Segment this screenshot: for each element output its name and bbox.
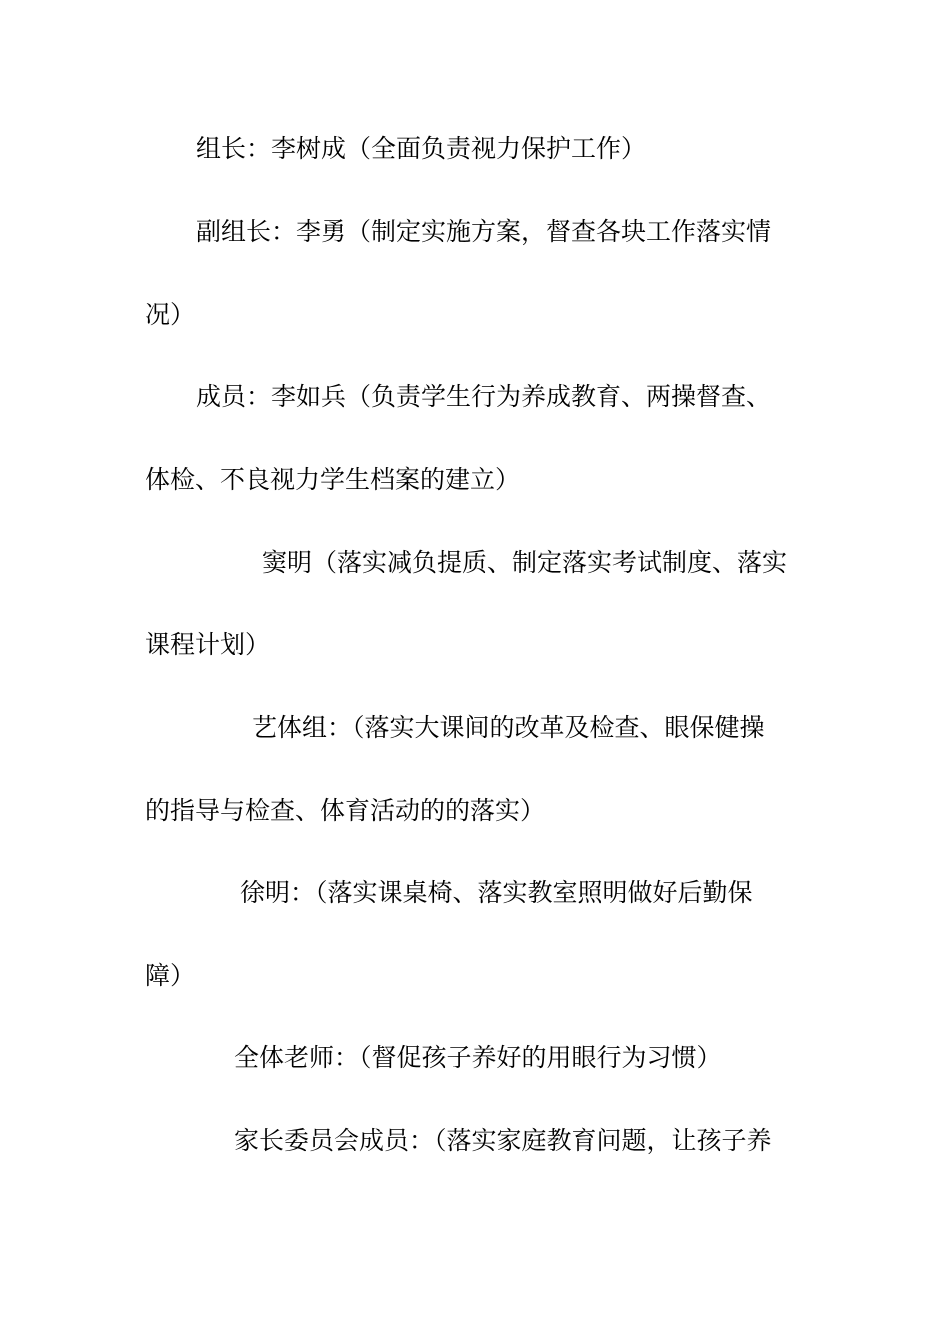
text-line: 况）	[145, 300, 196, 329]
text-line: 课程计划）	[145, 630, 271, 659]
text-line: 组长：李树成（全面负责视力保护工作）	[196, 134, 647, 163]
text-line: 成员：李如兵（负责学生行为养成教育、两操督查、	[196, 382, 772, 411]
text-line: 家长委员会成员：（落实家庭教育问题，让孩子养	[234, 1126, 772, 1155]
text-line: 艺体组：（落实大课间的改革及检查、眼保健操	[252, 713, 765, 742]
text-line: 障）	[145, 961, 196, 990]
text-line: 徐明：（落实课桌椅、落实教室照明做好后勤保	[240, 878, 753, 907]
text-line: 窦明（落实减负提质、制定落实考试制度、落实	[262, 548, 788, 577]
text-line: 体检、不良视力学生档案的建立）	[145, 465, 521, 494]
text-line: 全体老师：（督促孩子养好的用眼行为习惯）	[234, 1043, 722, 1072]
text-line: 的指导与检查、体育活动的的落实）	[145, 796, 546, 825]
text-line: 副组长：李勇（制定实施方案，督查各块工作落实情	[196, 217, 772, 246]
